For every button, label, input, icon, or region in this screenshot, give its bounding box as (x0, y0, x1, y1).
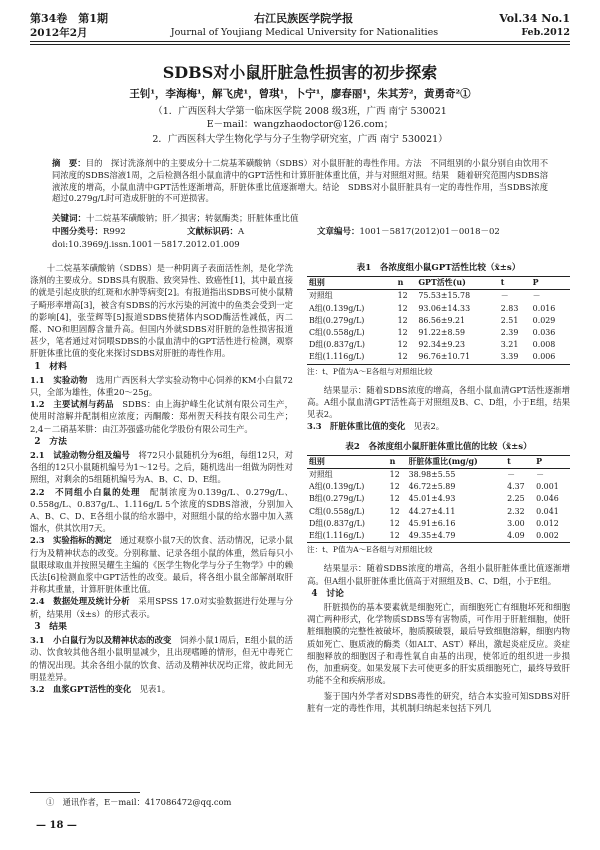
keywords-label: 关键词： (52, 214, 87, 224)
result-1: 结果显示：随着SDBS浓度的增高，各组小鼠血清GPT活性逐渐增高。A组小鼠血清GPT活性高于对照组及B、C、D组，小于E组，结果见表2。 (307, 384, 570, 420)
table-cell: 12 (389, 470, 400, 480)
table-row (307, 530, 570, 543)
footnote-rule (30, 792, 140, 793)
date-en: Feb.2012 (521, 26, 570, 38)
section-1-2-text: SDBS：由上海护峰生化试剂有限公司生产，使用时溶解并配制相应浓度；丙酮酸：郑州贺天科技有限公司生产；2,4－二硝基苯肼：由江苏强盛功能化学股份有限公司生产。 (30, 399, 293, 434)
section-3-2-title: 3.2 血浆GPT活性的变化 (30, 683, 132, 694)
table-cell: － (536, 470, 545, 480)
table-cell: B组(0.279g/L) (309, 315, 365, 325)
doc-value: A (238, 227, 245, 237)
section-3-1-text: 饲养小鼠1周后，E组小鼠的活动、饮食较其他各组小鼠明显减少，且出现嗜睡的情形，但无中毒死亡的情况出现。其余各组小鼠的饮食、活动及精神状况均正常，彼此间无明显差异。 (30, 635, 293, 682)
table-cell: 46.72±5.89 (408, 482, 456, 492)
table-cell: E组(1.116g/L) (309, 531, 365, 541)
table1-header-cell: t (500, 278, 505, 288)
abstract-text: 目的 探讨洗涤剂中的主要成分十二烷基苯磺酸钠（SDBS）对小鼠肝脏的毒性作用。方法 不同组别的小鼠分别自由饮用不同浓度的SDBS溶液1周，之后检测各组小鼠血清中的GPT活性和计算肝脏体重比值，并与对照组对照。结果 随着研究范围内SDBS溶液浓度的增高，小鼠血清中GPT活性逐渐增高，肝脏体重比值逐渐增大。结论 SDBS对小鼠肝脏具有一定的毒性作用，当SDBS浓度超过0.279g/L时可造成肝脏的不可逆损害。 (52, 158, 548, 204)
volume-en: Vol.34 No.1 (499, 11, 570, 25)
author-list: 王钊¹，李海梅¹，解飞虎¹，曾琪¹，卜宁¹，廖春丽¹，朱其芳²，黄勇奇²① (129, 88, 471, 100)
table-cell: D组(0.837g/L) (309, 518, 365, 528)
footnote: ① 通讯作者，E－mail：417086472@qq.com (46, 797, 232, 807)
table-cell: 96.76±10.71 (418, 352, 471, 362)
table-cell: 12 (389, 531, 400, 541)
journal-en: Journal of Youjiang Medical University for Nationalities (170, 26, 439, 38)
abstract-label: 摘 要： (52, 158, 86, 168)
section-3-3-title: 3.3 肝脏体重比值的变化 (307, 421, 406, 432)
table1-header-cell: n (397, 278, 404, 288)
table-cell: 4.37 (507, 482, 525, 492)
table-1-caption: 表1 各浓度组小鼠GPT活性比较（x̄±s） (356, 263, 521, 273)
left-column (30, 262, 293, 695)
keywords-text: 十二烷基苯磺酸钠；肝／损害；转氨酶类；肝脏体重比值 (86, 214, 299, 224)
table-cell: C组(0.558g/L) (309, 506, 365, 516)
table-cell: 0.041 (536, 506, 559, 516)
table-cell: 91.22±8.59 (418, 328, 466, 338)
table-cell: 93.06±14.33 (418, 303, 471, 313)
table-cell: 0.016 (532, 303, 556, 313)
table-row (307, 506, 570, 518)
table-cell: 2.32 (507, 506, 525, 516)
table-cell: 38.98±5.55 (408, 470, 456, 480)
table-cell: C组(0.558g/L) (309, 328, 365, 338)
affiliation-1: （1．广西医科大学第一临床医学院 2008 级3班，广西 南宁 530021 (153, 106, 447, 117)
table-cell: 12 (389, 506, 400, 516)
table-cell: A组(0.139g/L) (309, 482, 365, 492)
table-row (307, 518, 570, 530)
affiliation-2: 2．广西医科大学生物化学与分子生物学研究室，广西 南宁 530021） (152, 134, 448, 145)
article-value: 1001－5817(2012)01－0018－02 (359, 227, 500, 237)
section-2-3-title: 2.3 实验指标的测定 (30, 535, 112, 546)
table-cell: 3.39 (500, 352, 519, 362)
table-cell: D组(0.837g/L) (309, 340, 365, 350)
table-cell: 12 (397, 315, 408, 325)
abstract (52, 158, 548, 205)
table-cell: 12 (397, 291, 408, 301)
table-cell: 49.35±4.79 (408, 531, 456, 541)
section-2-2-text: 配制浓度为0.139g/L、0.279g/L、0.558g/L、0.837g/L、1.116g/L 5个浓度的SDBS溶液，分别加入A、B、C、D、E各组小鼠的给水器中，对照组小鼠的给水器中加入蒸馏水，供其饮用7天。 (30, 486, 293, 534)
table-cell: 0.036 (532, 328, 556, 338)
table-cell: 3.21 (500, 340, 519, 350)
table-row (307, 351, 570, 364)
table-cell: 0.046 (536, 494, 559, 504)
table-cell: 12 (397, 352, 408, 362)
table-cell: 3.00 (507, 518, 525, 528)
result-2: 结果显示：随着SDBS浓度的增高，各组小鼠肝脏体重比值逐渐增高。但A组小鼠肝脏体重比值高于对照组及B、C、D组，小于E组。 (307, 563, 570, 586)
table-row (307, 469, 570, 482)
table-cell: E组(1.116g/L) (309, 352, 365, 362)
section-3-1-title: 3.1 小白鼠行为以及精神状态的改变 (30, 635, 172, 646)
section-1-2-title: 1.2 主要试剂与药品 (30, 399, 114, 410)
table-row (307, 493, 570, 505)
table-cell: 对照组 (309, 470, 333, 480)
table-2-note: 注：t、P值为A～E各组与对照组比较 (307, 545, 433, 555)
clc-value: R992 (103, 227, 126, 237)
table-row (307, 290, 570, 303)
table-cell: 2.39 (500, 328, 519, 338)
table-row (307, 481, 570, 493)
section-1-1-text: 选用广西医科大学实验动物中心饲养的KM小白鼠72只，全部为雄性，体重20～25g。 (30, 374, 293, 398)
table-cell: 86.56±9.21 (418, 315, 466, 325)
table-cell: 2.83 (500, 303, 519, 313)
section-1-1-title: 1.1 实验动物 (30, 374, 88, 385)
table1-header-cell: 组别 (309, 278, 325, 288)
section-2-1-text: 将72只小鼠随机分为6组，每组12只，对各组的12只小鼠随机编号为1～12号。之后，随机选出一组做为阴性对照组，对剩余的5组随机编号为A、B、C、D、E组。 (30, 450, 293, 485)
volume-cn: 第34卷 第1期 (30, 12, 108, 25)
discussion-1: 肝脏损伤的基本要素就是细胞死亡，而细胞死亡有细胞坏死和细胞凋亡两种形式，化学物质SDBS等有害物质，可作用于肝脏细胞，使肝脏细胞膜的完整性被破坏，胞质膜破裂，最后导致细胞溶解，细胞内物质如死亡、胞质液的酶类（如ALT、AST）释出，激起炎症反应。炎症细胞释放的细胞因子和毒性氧自由基的出现，使邻近的组织进一步损伤，加重病变。如果发展下去可使更多的肝实质细胞死亡，最终导致肝功能不全和疾病形成。 (307, 602, 570, 686)
table1-header-cell: P (532, 278, 539, 288)
table-2 (307, 455, 570, 543)
header-rule (30, 41, 570, 42)
section-2-heading: 2 方法 (34, 436, 67, 447)
table-1 (307, 276, 570, 364)
table-cell: － (500, 291, 509, 301)
table-cell: 12 (397, 303, 408, 313)
table-cell: 0.002 (536, 531, 559, 541)
header-rule-thin (30, 44, 570, 45)
table2-header-cell: t (507, 456, 511, 466)
running-header-bottom (30, 25, 570, 39)
section-3-heading: 3 结果 (34, 621, 67, 632)
discussion-2: 鉴于国内外学者对SDBS毒性的研究，结合本实验可知SDBS对肝脏有一定的毒性作用，其机制归纳起来包括下列几 (307, 690, 570, 713)
journal-cn: 右江民族医学院学报 (254, 12, 354, 25)
table-cell: － (532, 291, 541, 301)
table1-header-cell: GPT活性(u) (418, 278, 466, 288)
section-2-3-text: 通过观察小鼠7天的饮食、活动情况，记录小鼠行为及精神状态的改变。分别称量、记录各组小鼠的体重，然后每只小鼠眼球取血并按照吴耀生主编的《医学生物化学与分子生物学》中的赖氏法[6]检测血浆中GPT活性的改变。最后，将各组小鼠全部解剖取肝并称其重量，计算肝脏体重比值。 (30, 535, 294, 595)
intro-paragraph: 十二烷基苯磺酸钠（SDBS）是一种阴离子表面活性剂，是化学洗涤剂的主要成分。SDBS具有脱脂、致突异性、致癌性[1]，其中最直接的就是引起皮肤的红斑和水肿等病变[2]。有报道指出SDBS可使小鼠精子畸形率增高[3]，被含有SDBS的污水污染的河流中的鱼类会受到一定的影响[4]，张莹辉等[5]报道SDBS使猪体内SOD酶活性减低，丙二醛、NO和胆固醇含量升高。但国内外就SDBS对肝脏的急性损害报道甚少，笔者通过对饲喂SDBS的小鼠血清中的GPT活性进行检测，观察肝脏体重比值的变化来探讨SDBS对肝脏的毒性作用。 (30, 263, 293, 359)
table-cell: 4.09 (507, 531, 525, 541)
table-cell: 45.91±6.16 (408, 518, 456, 528)
keywords (52, 212, 548, 224)
table-row (307, 339, 570, 351)
table-row (307, 303, 570, 315)
section-4-heading: 4 讨论 (311, 588, 344, 599)
table-cell: B组(0.279g/L) (309, 494, 365, 504)
table-cell: A组(0.139g/L) (309, 303, 365, 313)
table2-header-cell: 肝脏体重比(mg/g) (408, 456, 478, 466)
table-cell: 92.34±9.23 (418, 340, 466, 350)
doi[interactable]: doi:10.3969/j.issn.1001－5817.2012.01.009 (52, 240, 240, 250)
table-cell: 44.27±4.11 (408, 506, 456, 516)
table-cell: 0.006 (532, 352, 556, 362)
section-3-3-text: 见表2。 (413, 421, 445, 432)
table-cell: 12 (389, 494, 400, 504)
right-column (307, 262, 570, 714)
section-2-4-title: 2.4 数据处理及统计分析 (30, 596, 130, 607)
table2-header-cell: 组别 (309, 456, 325, 466)
doc-label: 文献标识码： (187, 227, 239, 237)
section-2-1-title: 2.1 试验动物分组及编号 (30, 450, 130, 461)
table-cell: 2.25 (507, 494, 525, 504)
table-cell: 0.008 (532, 340, 556, 350)
classification-row (52, 225, 548, 237)
section-1-heading: 1 材料 (34, 361, 67, 372)
affiliation-email: E－mail：wangzhaodoctor@126.com； (206, 119, 394, 130)
table-row (307, 327, 570, 339)
clc-label: 中图分类号： (52, 227, 104, 237)
table2-header-cell: P (536, 456, 543, 466)
date-cn: 2012年2月 (30, 26, 88, 39)
table-cell: 75.53±15.78 (418, 291, 471, 301)
table-cell: 45.01±4.93 (408, 494, 456, 504)
table-cell: 0.012 (536, 518, 559, 528)
section-3-2-text: 见表1。 (139, 683, 171, 694)
table2-header-cell: n (389, 456, 396, 466)
table-cell: 对照组 (309, 291, 333, 301)
table-cell: 2.51 (500, 315, 519, 325)
paper-title: SDBS对小鼠肝脏急性损害的初步探索 (162, 63, 438, 82)
table-1-note: 注：t、P值为A～E各组与对照组比较 (307, 366, 433, 376)
table-cell: 0.029 (532, 315, 556, 325)
section-2-2-title: 2.2 不同组小白鼠的处理 (30, 486, 141, 497)
page-number: — 18 — (36, 820, 77, 831)
table-row (307, 315, 570, 327)
table-cell: 0.001 (536, 482, 559, 492)
table-cell: 12 (397, 340, 408, 350)
article-label: 文章编号： (317, 227, 360, 237)
table-cell: － (507, 470, 516, 480)
table-2-caption: 表2 各浓度组小鼠肝脏体重比值的比较（x̄±s） (345, 441, 532, 452)
running-header-top (30, 10, 570, 26)
section-2-4-text: 采用SPSS 17.0对实验数据进行处理与分析，结果用（x̄±s）的形式表示。 (30, 596, 293, 619)
table-cell: 12 (397, 328, 408, 338)
table-cell: 12 (389, 482, 400, 492)
table-cell: 12 (389, 518, 400, 528)
